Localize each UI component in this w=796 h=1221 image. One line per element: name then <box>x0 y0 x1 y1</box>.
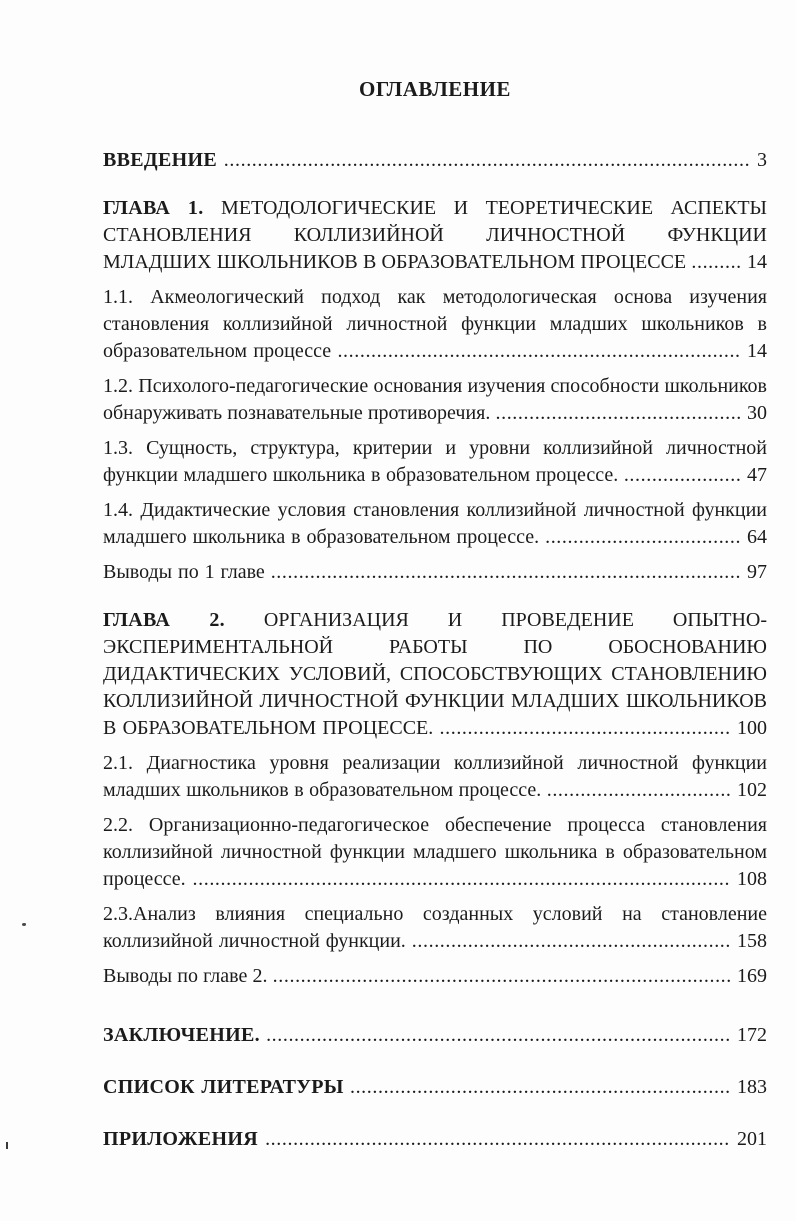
dot-leader: ................................................................................... <box>266 1024 731 1046</box>
dot-leader: ................................... <box>545 526 742 548</box>
scan-speck <box>6 1142 8 1149</box>
toc-entry-chapter-1 <box>103 195 767 276</box>
entry-page-number: 14 <box>747 340 768 362</box>
entry-label: 2.3.Анализ влияния специально созданных условий на становление коллизийной личностной функции. <box>103 903 767 952</box>
dot-leader: ............................................ <box>495 402 742 424</box>
entry-label: 1.2. Психолого-педагогические основания изучения способности школьников обнаруживать познавательные противоречия. <box>103 375 767 424</box>
dot-leader: .................................................................................... <box>270 561 742 583</box>
entry-label: 1.3. Сущность, структура, критерии и уровни коллизийной личностной функции младшего школьника в образовательном процессе. <box>103 437 767 486</box>
toc-entry-2-2 <box>103 812 767 893</box>
dot-leader: ......................................................... <box>411 930 731 952</box>
entry-page-number: 102 <box>737 779 767 801</box>
entry-page-number: 172 <box>737 1024 767 1046</box>
toc-content <box>103 0 767 1153</box>
toc-entry-1-3 <box>103 435 767 489</box>
entry-page-number: 64 <box>747 526 768 548</box>
toc-entry-conclusion <box>103 1022 767 1049</box>
dot-leader: ......... <box>691 251 742 273</box>
toc-entry-1-2 <box>103 373 767 427</box>
entry-page-number: 14 <box>747 251 768 273</box>
dot-leader: ................................. <box>546 779 732 801</box>
entry-page-number: 158 <box>737 930 768 952</box>
scan-speck <box>22 923 26 926</box>
entry-page-number: 201 <box>737 1128 767 1150</box>
toc-entry-introduction <box>103 147 767 174</box>
toc-entry-1-4 <box>103 497 767 551</box>
entry-page-number: 97 <box>747 561 768 583</box>
entry-label: ПРИЛОЖЕНИЯ <box>103 1128 258 1150</box>
toc-entry-2-1 <box>103 750 767 804</box>
entry-page-number: 108 <box>737 868 768 890</box>
entry-label: 2.1. Диагностика уровня реализации коллизийной личностной функции младших школьников в образовательном процессе. <box>103 752 767 801</box>
entry-label: Выводы по главе 2. <box>103 965 268 987</box>
entry-label: 1.4. Дидактические условия становления коллизийной личностной функции младшего школьника в образовательном процессе. <box>103 499 767 548</box>
entry-label: Выводы по 1 главе <box>103 561 265 583</box>
dot-leader: .................................................... <box>439 717 731 739</box>
toc-entry-chapter-2 <box>103 607 767 742</box>
entry-label: 2.2. Организационно-педагогическое обеспечение процесса становления коллизийной личностной функции младшего школьника в образовательном процессе. <box>103 814 767 890</box>
toc-entry-conclusions-chapter-1 <box>103 559 767 586</box>
toc-entry-1-1 <box>103 284 767 365</box>
toc-entry-2-3 <box>103 901 767 955</box>
toc-entry-appendices <box>103 1126 767 1153</box>
entry-label: ЗАКЛЮЧЕНИЕ. <box>103 1024 260 1046</box>
toc-entry-bibliography <box>103 1074 767 1101</box>
dot-leader: ................................................................................................ <box>192 868 731 890</box>
entry-label: ВВЕДЕНИЕ <box>103 149 217 171</box>
chapter-number-label: ГЛАВА 2. <box>103 609 225 631</box>
dot-leader: .................................................................... <box>349 1076 731 1098</box>
dot-leader: ........................................................................ <box>337 340 741 362</box>
entry-page-number: 100 <box>737 717 768 739</box>
entry-label: СПИСОК ЛИТЕРАТУРЫ <box>103 1076 344 1098</box>
entry-page-number: 30 <box>747 402 768 424</box>
entry-page-number: 47 <box>747 464 767 486</box>
entry-page-number: 3 <box>757 149 768 171</box>
entry-label: ОРГАНИЗАЦИЯ И ПРОВЕДЕНИЕ ОПЫТНО-ЭКСПЕРИМЕНТАЛЬНОЙ РАБОТЫ ПО ОБОСНОВАНИЮ ДИДАКТИЧЕСКИХ УСЛОВИЙ, СПОСОБСТВУЮЩИХ СТАНОВЛЕНИЮ КОЛЛИЗИЙНОЙ ЛИЧНОСТНОЙ ФУНКЦИИ МЛАДШИХ ШКОЛЬНИКОВ В ОБРАЗОВАТЕЛЬНОМ ПРОЦЕССЕ. <box>103 609 768 739</box>
toc-entry-conclusions-chapter-2 <box>103 963 767 990</box>
chapter-number-label: ГЛАВА 1. <box>103 197 204 219</box>
entry-label: МЕТОДОЛОГИЧЕСКИЕ И ТЕОРЕТИЧЕСКИЕ АСПЕКТЫ СТАНОВЛЕНИЯ КОЛЛИЗИЙНОЙ ЛИЧНОСТНОЙ ФУНКЦИИ МЛАДШИХ ШКОЛЬНИКОВ В ОБРАЗОВАТЕЛЬНОМ ПРОЦЕССЕ <box>103 197 768 273</box>
entry-label: 1.1. Акмеологический подход как методологическая основа изучения становления коллизийной личностной функции младших школьников в образовательном процессе <box>103 286 767 362</box>
dot-leader: ..................... <box>623 464 742 486</box>
dot-leader: ................................................................................... <box>265 1128 730 1150</box>
entry-page-number: 169 <box>737 965 768 987</box>
dot-leader: .............................................................................................. <box>223 149 751 171</box>
entry-page-number: 183 <box>737 1076 768 1098</box>
dot-leader: .................................................................................. <box>272 965 732 987</box>
page-title: ОГЛАВЛЕНИЕ <box>359 77 511 101</box>
